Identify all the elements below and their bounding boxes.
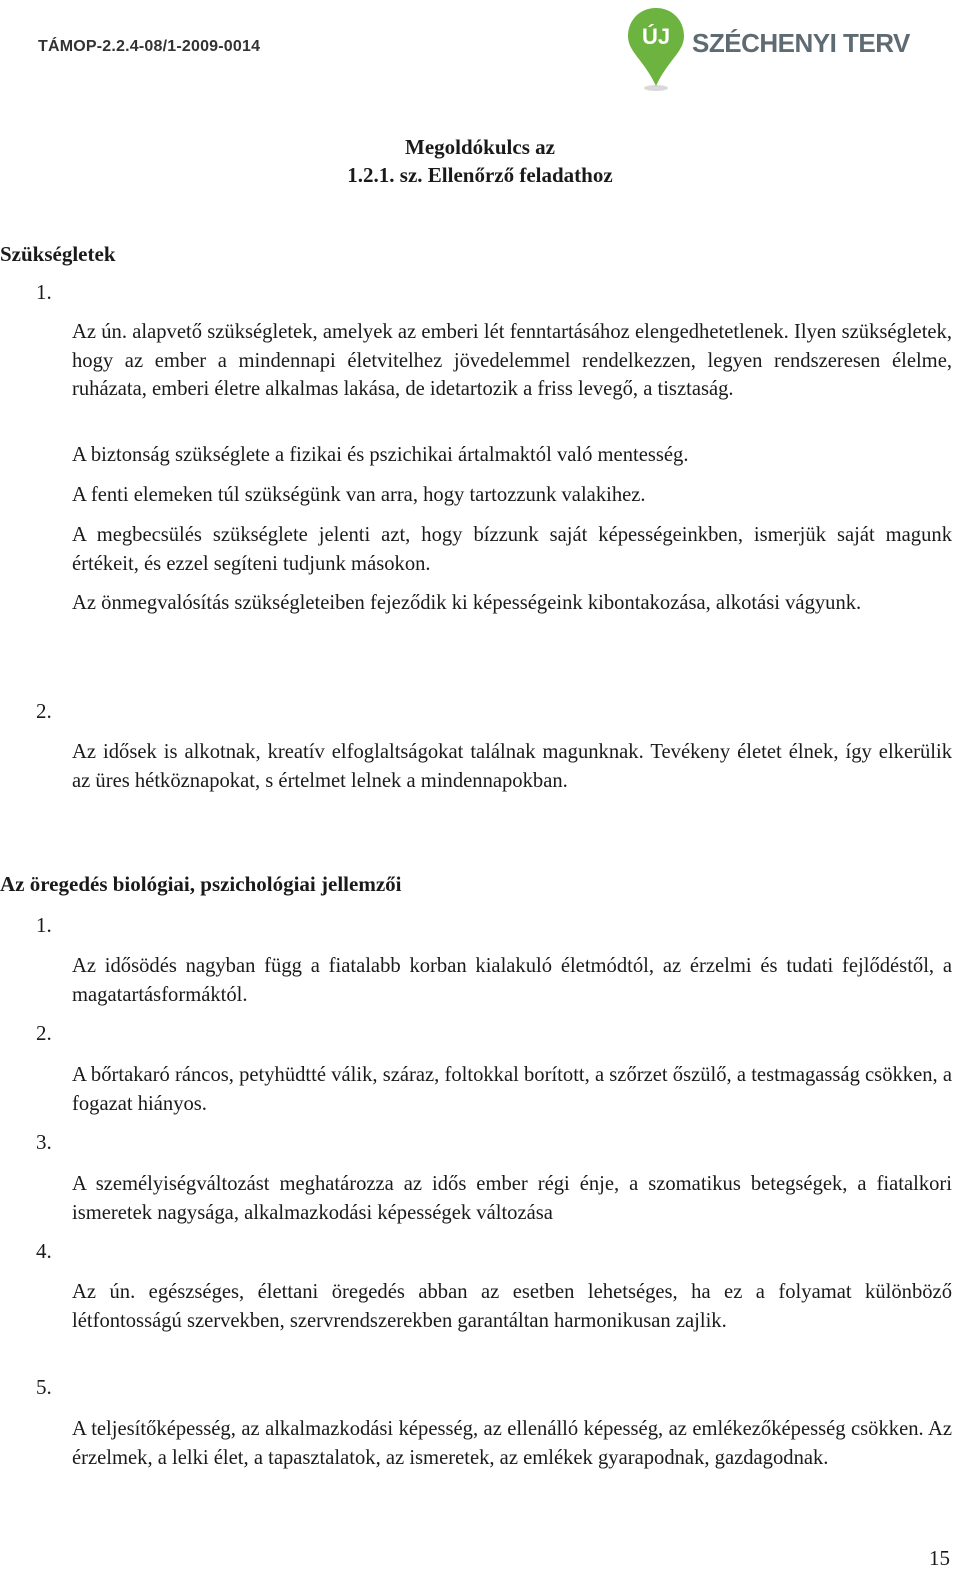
logo-text: SZÉCHENYI TERV — [692, 28, 910, 58]
item-number: 2. — [36, 1021, 52, 1045]
paragraph: A megbecsülés szükséglete jelenti azt, hogy bízzunk saját képességeinkben, ismerjük saját magunk értékeit, és ezzel segíteni tudjunk másokon. — [72, 524, 952, 575]
page-title — [0, 133, 960, 189]
paragraph: Az önmegvalósítás szükségleteiben fejeződik ki képességeink kibontakozása, alkotási vágyunk. — [72, 592, 862, 614]
paragraph: Az ún. alapvető szükségletek, amelyek az emberi lét fenntartásához elengedhetetlenek. Ilyen szükségletek, hogy az ember a mindennapi életvitelhez jövedelemmel rendelkezzen, legyen rendszeresen élelme, ruházata, emberi életre alkalmas lakása, de idetartozik a friss levegő, a tisztaság. — [72, 321, 952, 400]
item-number: 4. — [36, 1239, 52, 1263]
title-line-1: Megoldókulcs az — [405, 135, 555, 159]
item-number: 3. — [36, 1130, 52, 1154]
item-number: 2. — [36, 699, 52, 723]
paragraph: A személyiségváltozást meghatározza az idős ember régi énje, a szomatikus betegségek, a fiatalkori ismeretek nagysága, alkalmazkodási képességek változása — [72, 1173, 952, 1224]
paragraph: A teljesítőképesség, az alkalmazkodási képesség, az ellenálló képesség, az emlékezőképesség csökken. Az érzelmek, a lelki élet, a tapasztalatok, az ismeretek, az emlékek gyarapodnak, gazdagodnak. — [72, 1418, 952, 1469]
item-number: 1. — [36, 280, 52, 304]
location-pin-icon — [626, 6, 686, 92]
szechenyi-terv-logo — [626, 6, 910, 92]
item-number: 5. — [36, 1375, 52, 1399]
project-code: TÁMOP-2.2.4-08/1-2009-0014 — [38, 38, 261, 55]
paragraph: A biztonság szükséglete a fizikai és pszichikai ártalmaktól való mentesség. — [72, 444, 689, 466]
paragraph: Az idősödés nagyban függ a fiatalabb korban kialakuló életmódtól, az érzelmi és tudati fejlődéstől, a magatartásformáktól. — [72, 955, 952, 1006]
paragraph: Az idősek is alkotnak, kreatív elfoglaltságokat találnak magunknak. Tevékeny életet élnek, így elkerülik az üres hétköznapokat, s értelmet lelnek a mindennapokban. — [72, 741, 952, 792]
item-number: 1. — [36, 913, 52, 937]
logo-uj-text: ÚJ — [641, 24, 671, 49]
page-number: 15 — [929, 1546, 950, 1570]
paragraph: A fenti elemeken túl szükségünk van arra, hogy tartozzunk valakihez. — [72, 484, 646, 506]
title-line-2: 1.2.1. sz. Ellenőrző feladathoz — [347, 163, 613, 187]
section-heading-szuksegletek: Szükségletek — [0, 242, 116, 266]
paragraph: Az ún. egészséges, élettani öregedés abban az esetben lehetséges, ha ez a folyamat különböző létfontosságú szervekben, szervrendszerekben garantáltan harmonikusan zajlik. — [72, 1281, 952, 1332]
paragraph: A bőrtakaró ráncos, petyhüdtté válik, száraz, foltokkal borított, a szőrzet őszülő, a testmagasság csökken, a fogazat hiányos. — [72, 1064, 952, 1115]
section-heading-oregedes: Az öregedés biológiai, pszichológiai jellemzői — [0, 872, 402, 896]
